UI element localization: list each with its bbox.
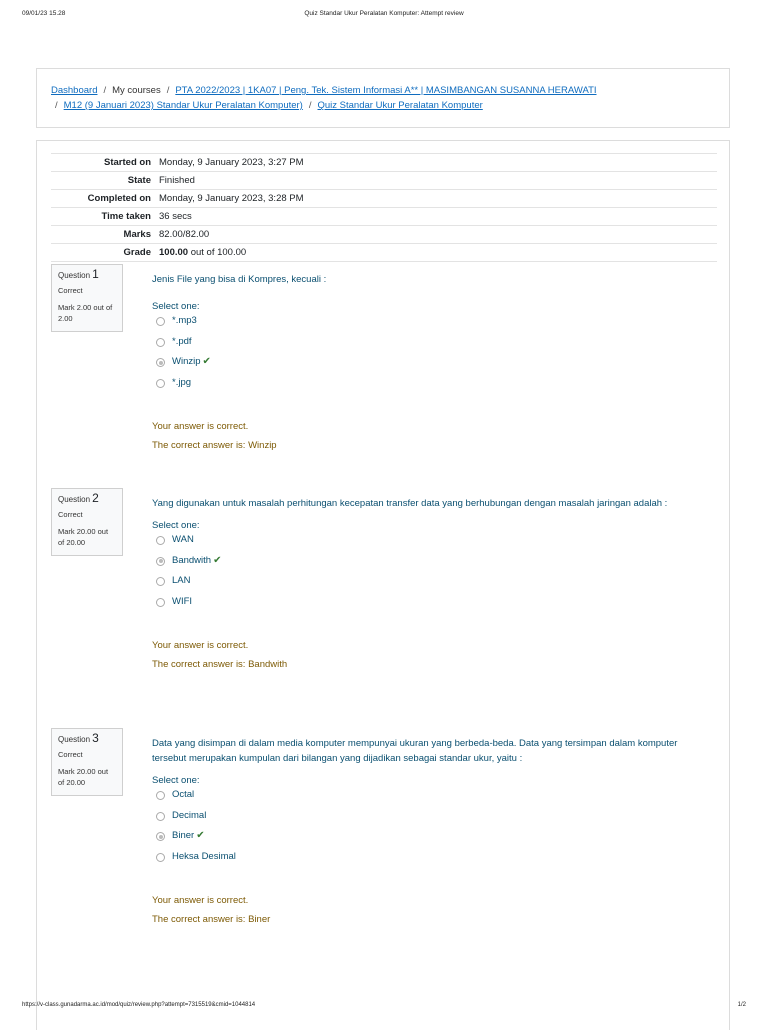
summary-value: Monday, 9 January 2023, 3:28 PM: [159, 193, 304, 204]
summary-label: Time taken: [101, 211, 151, 222]
summary-row: [51, 154, 717, 172]
answer-feedback: Your answer is correct.: [152, 421, 249, 432]
radio-button[interactable]: [156, 812, 165, 821]
summary-row-grade: [51, 244, 717, 262]
select-one-prompt: Select one:: [152, 301, 200, 312]
breadcrumb-my-courses: My courses: [112, 85, 161, 96]
question-state: Correct: [58, 750, 83, 759]
summary-label: Started on: [104, 157, 151, 168]
question-label: Question: [58, 735, 91, 744]
check-icon: ✔: [202, 356, 211, 367]
answer-option[interactable]: [152, 555, 712, 576]
answer-feedback: Your answer is correct.: [152, 895, 249, 906]
summary-label: Grade: [123, 247, 151, 258]
answer-option[interactable]: [152, 851, 712, 872]
breadcrumb-course-link[interactable]: PTA 2022/2023 | 1KA07 | Peng. Tek. Sistem Informasi A** | MASIMBANGAN SUSANNA HERAWATI: [175, 85, 597, 96]
breadcrumb-section-link[interactable]: M12 (9 Januari 2023) Standar Ukur Peralatan Komputer): [63, 100, 303, 111]
summary-row: [51, 172, 717, 190]
summary-row: [51, 190, 717, 208]
option-label: Winzip: [172, 356, 201, 367]
question-info: [51, 488, 123, 556]
summary-label: Marks: [123, 229, 151, 240]
option-label: Heksa Desimal: [172, 850, 236, 862]
option-label: *.jpg: [172, 376, 192, 388]
question-text: Yang digunakan untuk masalah perhitungan kecepatan transfer data yang berhubungan dengan masalah jaringan adalah :: [152, 498, 668, 509]
radio-button-selected[interactable]: [156, 557, 165, 566]
summary-row: [51, 208, 717, 226]
radio-button[interactable]: [156, 536, 165, 545]
answer-option[interactable]: [152, 830, 712, 851]
breadcrumb-separator: /: [166, 85, 170, 96]
answer-option[interactable]: [152, 575, 712, 596]
summary-label: Completed on: [87, 193, 151, 204]
question-number: 1: [92, 267, 99, 281]
radio-button[interactable]: [156, 379, 165, 388]
answer-option[interactable]: [152, 336, 712, 357]
question-state: Correct: [58, 510, 83, 519]
question-info: [51, 264, 123, 332]
radio-button[interactable]: [156, 853, 165, 862]
question-label: Question: [58, 271, 91, 280]
print-page-number: 1/2: [737, 1002, 746, 1008]
print-footer: [22, 1002, 746, 1014]
summary-value: 82.00/82.00: [159, 229, 210, 240]
question-number: 2: [92, 491, 99, 505]
answer-option[interactable]: [152, 789, 712, 810]
radio-button[interactable]: [156, 598, 165, 607]
answer-option[interactable]: [152, 534, 712, 555]
answer-option[interactable]: [152, 356, 712, 377]
radio-button[interactable]: [156, 317, 165, 326]
answer-options: [152, 789, 712, 871]
correct-answer: The correct answer is: Winzip: [152, 440, 277, 451]
option-label: Biner: [172, 830, 195, 841]
question-info: [51, 728, 123, 796]
correct-answer: The correct answer is: Bandwith: [152, 659, 288, 670]
radio-button[interactable]: [156, 338, 165, 347]
question-mark: Mark 20.00 out of 20.00: [58, 767, 109, 787]
quiz-review-region: [36, 140, 730, 1030]
question-mark: Mark 2.00 out of 2.00: [58, 303, 113, 323]
select-one-prompt: Select one:: [152, 775, 200, 786]
answer-option[interactable]: [152, 596, 712, 617]
check-icon: ✔: [196, 830, 205, 841]
radio-button[interactable]: [156, 791, 165, 800]
summary-label: State: [127, 175, 151, 186]
answer-option[interactable]: [152, 377, 712, 398]
radio-button-selected[interactable]: [156, 358, 165, 367]
check-icon: ✔: [213, 554, 222, 566]
option-label: Bandwith: [172, 554, 212, 566]
summary-value: Finished: [159, 175, 195, 186]
print-url: https://v-class.gunadarma.ac.id/mod/quiz/review.php?attempt=7315519&cmid=1044814: [22, 1002, 256, 1008]
answer-feedback: Your answer is correct.: [152, 640, 249, 651]
question-mark: Mark 20.00 out of 20.00: [58, 527, 109, 547]
question-state: Correct: [58, 286, 83, 295]
grade-score: 100.00: [159, 247, 189, 258]
answer-options: [152, 534, 712, 616]
breadcrumb-separator: /: [103, 85, 107, 96]
breadcrumb-quiz-link[interactable]: Quiz Standar Ukur Peralatan Komputer: [317, 100, 483, 111]
answer-option[interactable]: [152, 810, 712, 831]
question-content: [152, 496, 712, 670]
option-label: WIFI: [172, 595, 193, 607]
option-label: Octal: [172, 789, 195, 800]
summary-value: 36 secs: [159, 211, 192, 222]
question-label: Question: [58, 495, 91, 504]
option-label: LAN: [172, 575, 191, 586]
summary-value: Monday, 9 January 2023, 3:27 PM: [159, 157, 304, 168]
option-label: WAN: [172, 534, 194, 545]
option-label: Decimal: [172, 809, 207, 821]
grade-suffix: out of 100.00: [190, 247, 247, 258]
grade-value: [159, 244, 717, 262]
select-one-prompt: Select one:: [152, 520, 200, 531]
breadcrumb: [36, 68, 730, 128]
attempt-summary-table: [51, 153, 717, 262]
question-number: 3: [92, 731, 99, 745]
print-title: Quiz Standar Ukur Peralatan Komputer: Attempt review: [304, 10, 464, 17]
breadcrumb-separator: /: [308, 100, 312, 111]
answer-options: [152, 315, 712, 397]
summary-row: [51, 226, 717, 244]
breadcrumb-dashboard-link[interactable]: Dashboard: [51, 85, 98, 96]
question-text: Data yang disimpan di dalam media komputer mempunyai ukuran yang berbeda-beda. Data yang tersimpan dalam komputer tersebut merupakan kumpulan dari bilangan yang dijadikan sebagai standar ukur, yaitu :: [152, 738, 678, 764]
answer-option[interactable]: [152, 315, 712, 336]
question-text: Jenis File yang bisa di Kompres, kecuali :: [152, 274, 327, 285]
correct-answer: The correct answer is: Biner: [152, 914, 271, 925]
option-label: *.pdf: [172, 335, 192, 347]
question-content: [152, 272, 712, 451]
print-header: [22, 10, 746, 22]
option-label: *.mp3: [172, 315, 197, 326]
question-content: [152, 736, 712, 925]
print-date: 09/01/23 15.28: [22, 10, 66, 17]
breadcrumb-separator: /: [55, 100, 58, 111]
radio-button[interactable]: [156, 577, 165, 586]
radio-button-selected[interactable]: [156, 832, 165, 841]
